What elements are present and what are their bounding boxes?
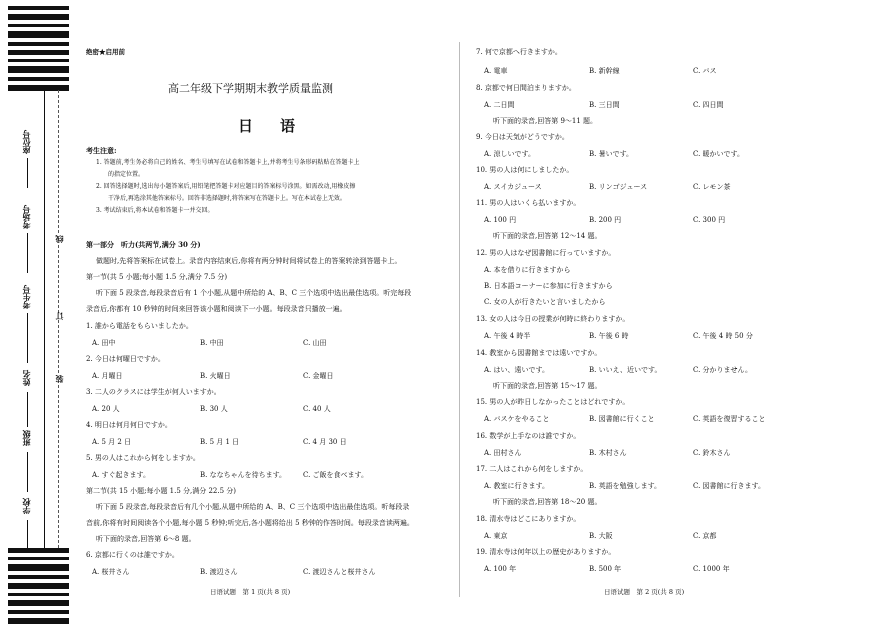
q16-option-c[interactable]: C. 鈴木さん	[693, 449, 731, 457]
q11-option-c[interactable]: C. 300 円	[693, 216, 726, 224]
note-18-20: 听下面的录音,回答第 18～20 题。	[493, 498, 602, 506]
q4-option-a[interactable]: A. 5 月 2 日	[92, 438, 132, 446]
q3-option-b[interactable]: B. 30 人	[200, 405, 228, 413]
q14-option-a[interactable]: A. はい、遠いです。	[484, 366, 549, 374]
q9-option-b[interactable]: B. 暑いです。	[589, 150, 634, 158]
section2-heading: 第二节(共 15 小题;每小题 1.5 分,满分 22.5 分)	[86, 487, 237, 495]
notice-2: 2. 回答选择题时,选出每小题答案后,用铅笔把答题卡对应题目的答案标号涂黑。如需改动,用橡皮擦	[96, 183, 356, 190]
q18-option-b[interactable]: B. 大阪	[589, 532, 613, 540]
notice-1: 1. 答题前,考生务必将自己的姓名、考生号填写在试卷和答题卡上,并将考生号条形码粘贴在答题卡上	[96, 159, 360, 166]
q16-option-b[interactable]: B. 木村さん	[589, 449, 627, 457]
q1-option-a[interactable]: A. 田中	[92, 339, 116, 347]
q15-option-c[interactable]: C. 英語を復習すること	[693, 415, 766, 423]
q17-option-c[interactable]: C. 図書館に行きます。	[693, 482, 765, 490]
q17-text: 17. 二人はこれから何をしますか。	[476, 465, 588, 473]
q10-text: 10. 男の人は何にしましたか。	[476, 166, 574, 174]
seat-label: 座位号	[21, 130, 31, 154]
q7-option-c[interactable]: C. バス	[693, 67, 717, 75]
binding-zhuang-label: 装	[54, 375, 64, 383]
q17-option-a[interactable]: A. 教室に行きます。	[484, 482, 549, 490]
name-label: 姓名	[21, 370, 31, 386]
q4-text: 4. 明日は何月何日ですか。	[86, 421, 172, 429]
q6-option-c[interactable]: C. 渡辺さんと桜井さん	[303, 568, 376, 576]
section2-desc1: 听下面 5 段录音,每段录音后有几个小题,从题中所给的 A、B、C 三个选项中选出最佳选项。听每段录	[96, 503, 410, 511]
q2-option-b[interactable]: B. 火曜日	[200, 372, 231, 380]
q12-option-c[interactable]: C. 女の人が行きたいと言いましたから	[484, 298, 606, 306]
q14-option-c[interactable]: C. 分かりません。	[693, 366, 752, 374]
q18-text: 18. 清水寺はどこにありますか。	[476, 515, 581, 523]
q9-text: 9. 今日は天気がどうですか。	[476, 133, 569, 141]
q5-option-c[interactable]: C. ご飯を食べます。	[303, 471, 368, 479]
section1-desc2: 录音后,你都有 10 秒钟的时间来回答该小题和阅读下一小题。每段录音只播放一遍。	[86, 305, 347, 313]
column-divider	[459, 42, 460, 597]
q15-option-b[interactable]: B. 図書館に行くこと	[589, 415, 655, 423]
q5-option-a[interactable]: A. すぐ起きます。	[92, 471, 150, 479]
q7-option-a[interactable]: A. 電車	[484, 67, 508, 75]
notice-3: 3. 考试结束后,将本试卷和答题卡一并交回。	[96, 207, 214, 214]
q1-option-b[interactable]: B. 中田	[200, 339, 224, 347]
q8-text: 8. 京都で何日間泊まりますか。	[476, 84, 576, 92]
q8-option-c[interactable]: C. 四日間	[693, 101, 724, 109]
section2-note: 听下面的录音,回答第 6～8 题。	[96, 535, 196, 543]
q3-option-a[interactable]: A. 20 人	[92, 405, 120, 413]
q19-option-a[interactable]: A. 100 年	[484, 565, 517, 573]
binding-ding-label: 订	[54, 312, 64, 320]
q11-text: 11. 男の人はいくら払いますか。	[476, 199, 581, 207]
q7-option-b[interactable]: B. 新幹線	[589, 67, 620, 75]
q11-option-b[interactable]: B. 200 円	[589, 216, 622, 224]
section1-desc1: 听下面 5 段录音,每段录音后有 1 个小题,从题中所给的 A、B、C 三个选项中选出最佳选项。听完每段	[96, 289, 412, 297]
school-label: 学校	[21, 498, 31, 514]
q18-option-c[interactable]: C. 京都	[693, 532, 717, 540]
q16-option-a[interactable]: A. 田村さん	[484, 449, 522, 457]
q5-option-b[interactable]: B. ななちゃんを待ちます。	[200, 471, 287, 479]
q3-text: 3. 二人のクラスには学生が何人いますか。	[86, 388, 221, 396]
q15-text: 15. 男の人が昨日しなかったことはどれですか。	[476, 398, 630, 406]
q14-text: 14. 教室から図書館までは遠いですか。	[476, 349, 602, 357]
q18-option-a[interactable]: A. 東京	[484, 532, 508, 540]
q1-option-c[interactable]: C. 山田	[303, 339, 327, 347]
part1-desc: 做题时,先将答案标在试卷上。录音内容结束后,你将有两分钟时间将试卷上的答案转涂到答题卡上。	[96, 257, 402, 265]
q4-option-c[interactable]: C. 4 月 30 日	[303, 438, 347, 446]
candidate-number-label: 考生号	[21, 285, 31, 309]
subject-title: 日 语	[238, 117, 302, 135]
q11-option-a[interactable]: A. 100 円	[484, 216, 517, 224]
q19-option-c[interactable]: C. 1000 年	[693, 565, 730, 573]
section1-heading: 第一节(共 5 小题;每小题 1.5 分,满分 7.5 分)	[86, 273, 228, 281]
q8-option-a[interactable]: A. 二日間	[484, 101, 515, 109]
q2-option-c[interactable]: C. 金曜日	[303, 372, 334, 380]
part1-heading: 第一部分 听力(共两节,满分 30 分)	[86, 240, 201, 249]
q13-option-b[interactable]: B. 午後 6 時	[589, 332, 629, 340]
q12-option-a[interactable]: A. 本を借りに行きますから	[484, 266, 571, 274]
q15-option-a[interactable]: A. バスケをやること	[484, 415, 550, 423]
class-label: 班级	[21, 430, 31, 446]
note-15-17: 听下面的录音,回答第 15～17 题。	[493, 382, 602, 390]
q12-text: 12. 男の人はなぜ図書館に行っていますか。	[476, 249, 616, 257]
q13-option-c[interactable]: C. 午後 4 時 50 分	[693, 332, 753, 340]
q14-option-b[interactable]: B. いいえ、近いです。	[589, 366, 662, 374]
notice-heading: 考生注意:	[86, 146, 117, 155]
note-12-14: 听下面的录音,回答第 12～14 题。	[493, 232, 602, 240]
q19-text: 19. 清水寺は何年以上の歴史がありますか。	[476, 548, 616, 556]
q6-option-a[interactable]: A. 桜井さん	[92, 568, 130, 576]
q10-option-c[interactable]: C. レモン茶	[693, 183, 731, 191]
q13-option-a[interactable]: A. 午後 4 時半	[484, 332, 531, 340]
cut-line-label: 线	[54, 235, 64, 243]
notice-2b: 干净后,再选涂其他答案标号。回答非选择题时,将答案写在答题卡上。写在本试卷上无效。	[96, 195, 346, 202]
q17-option-b[interactable]: B. 英語を勉強します。	[589, 482, 662, 490]
q7-text: 7. 何で京都へ行きますか。	[476, 48, 562, 56]
q2-option-a[interactable]: A. 月曜日	[92, 372, 123, 380]
secret-label: 绝密★启用前	[86, 48, 125, 56]
q8-option-b[interactable]: B. 三日間	[589, 101, 620, 109]
q1-text: 1. 誰から電話をもらいましたか。	[86, 322, 193, 330]
note-9-11: 听下面的录音,回答第 9～11 题。	[493, 117, 598, 125]
q5-text: 5. 男の人はこれから何をしますか。	[86, 454, 200, 462]
exam-room-label: 考场号	[21, 205, 31, 229]
section2-desc2: 音前,你将有时间阅读各个小题,每小题 5 秒钟;听完后,各小题将给出 5 秒钟的作答时间。每段录音读两遍。	[86, 519, 414, 527]
q16-text: 16. 数学が上手なのは誰ですか。	[476, 432, 581, 440]
q9-option-c[interactable]: C. 暖かいです。	[693, 150, 744, 158]
q13-text: 13. 女の人は今日の授業が何時に終わりますか。	[476, 315, 630, 323]
notice-1b: 的指定位置。	[96, 171, 145, 178]
page2-footer: 日语试题 第 2 页(共 8 页)	[604, 588, 685, 596]
q19-option-b[interactable]: B. 500 年	[589, 565, 622, 573]
q12-option-b[interactable]: B. 日本語コーナーに参加に行きますから	[484, 282, 613, 290]
q6-text: 6. 京都に行くのは誰ですか。	[86, 551, 179, 559]
q3-option-c[interactable]: C. 40 人	[303, 405, 331, 413]
q10-option-a[interactable]: A. スイカジュース	[484, 183, 542, 191]
exam-title: 高二年级下学期期末教学质量监测	[168, 82, 333, 95]
q6-option-b[interactable]: B. 渡辺さん	[200, 568, 238, 576]
page1-footer: 日语试题 第 1 页(共 8 页)	[210, 588, 291, 596]
q10-option-b[interactable]: B. リンゴジュース	[589, 183, 648, 191]
q9-option-a[interactable]: A. 涼しいです。	[484, 150, 535, 158]
q2-text: 2. 今日は何曜日ですか。	[86, 355, 165, 363]
q4-option-b[interactable]: B. 5 月 1 日	[200, 438, 240, 446]
